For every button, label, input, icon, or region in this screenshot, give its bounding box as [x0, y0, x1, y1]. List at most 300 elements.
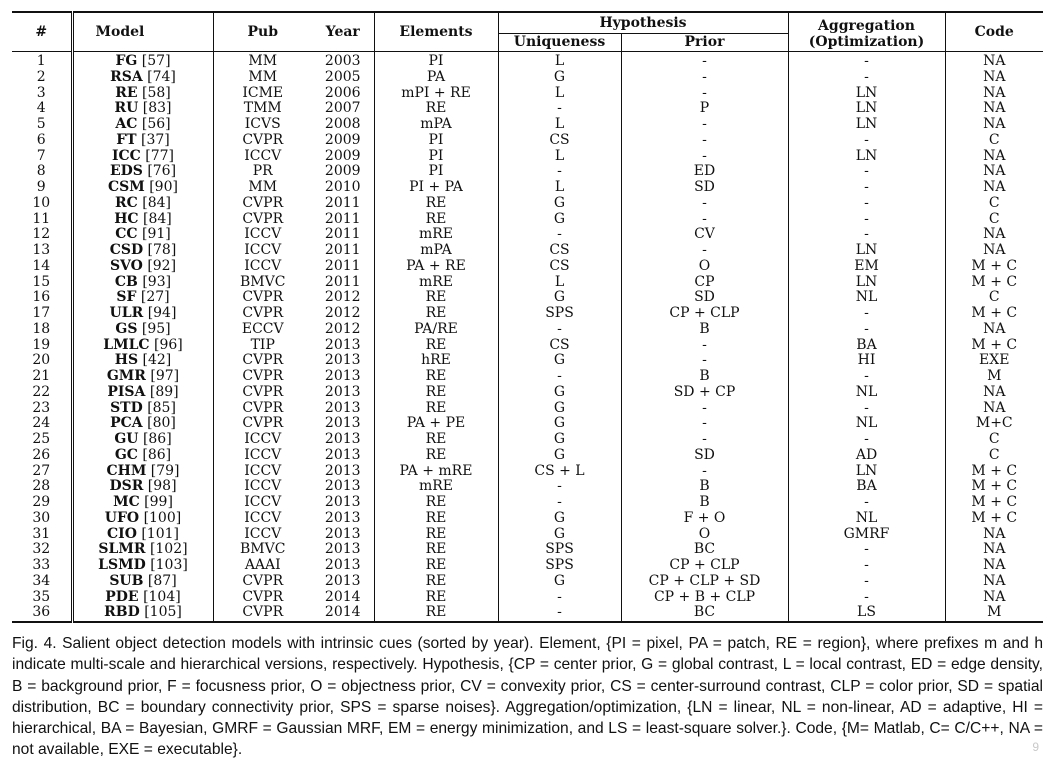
cell-code: M + C — [971, 274, 1018, 290]
table-row — [12, 196, 1043, 212]
model-ref: [103] — [150, 558, 188, 573]
header-hypothesis: Hypothesis — [498, 12, 788, 34]
cell-prior: - — [621, 86, 788, 102]
model-ref: [98] — [147, 479, 177, 495]
cell-year: 2013 — [312, 479, 374, 495]
cell-elements: PA/RE — [374, 322, 498, 338]
cell-uniqueness: - — [498, 495, 621, 511]
cell-num: 11 — [12, 212, 72, 228]
cell-model — [72, 86, 213, 102]
cell-pub: CVPR — [242, 353, 284, 369]
model-ref: [91] — [142, 227, 171, 243]
cell-elements: PA + mRE — [374, 464, 498, 480]
model-name: RC — [115, 195, 138, 211]
cell-model — [72, 133, 213, 149]
cell-num: 3 — [12, 86, 72, 102]
cell-model — [72, 479, 213, 495]
cell-model — [72, 605, 213, 622]
cell-aggregation: - — [788, 401, 945, 417]
model-name: GMR — [106, 369, 146, 384]
cell-prior: - — [621, 401, 788, 417]
cell-num: 28 — [12, 479, 72, 495]
model-name: PCA — [110, 416, 143, 432]
model-ref: [93] — [142, 274, 172, 290]
cell-model — [72, 590, 213, 606]
cell-elements: RE — [374, 558, 498, 574]
table-row — [12, 101, 1043, 117]
models-table — [12, 11, 1043, 623]
cell-year: 2011 — [312, 275, 374, 291]
cell-code: NA — [983, 69, 1006, 85]
cell-year: 2011 — [312, 196, 374, 212]
cell-num: 1 — [12, 52, 72, 70]
cell-year: 2013 — [312, 385, 374, 401]
model-ref: [58] — [142, 85, 171, 101]
cell-code: EXE — [979, 353, 1010, 369]
cell-prior: P — [621, 101, 788, 117]
cell-num: 5 — [12, 117, 72, 133]
model-name: RE — [115, 85, 138, 101]
cell-model — [72, 306, 213, 322]
cell-num: 13 — [12, 243, 72, 259]
model-ref: [104] — [143, 589, 181, 605]
header-elements: Elements — [374, 12, 498, 52]
cell-prior: - — [621, 432, 788, 448]
cell-elements: PA + PE — [374, 416, 498, 432]
cell-model — [72, 511, 213, 527]
cell-num: 20 — [12, 353, 72, 369]
cell-prior: CP — [621, 275, 788, 291]
model-name: CHM — [106, 463, 147, 479]
model-ref: [89] — [149, 384, 179, 400]
cell-num: 30 — [12, 511, 72, 527]
cell-elements: PI — [374, 149, 498, 165]
model-ref: [94] — [147, 306, 177, 321]
table-body — [12, 52, 1043, 623]
table-row — [12, 401, 1043, 417]
cell-elements: mRE — [374, 479, 498, 495]
cell-aggregation: NL — [788, 290, 945, 306]
table-row — [12, 605, 1043, 622]
cell-year: 2012 — [312, 306, 374, 322]
cell-aggregation: - — [788, 70, 945, 86]
cell-prior: - — [621, 70, 788, 86]
cell-num: 27 — [12, 464, 72, 480]
cell-num: 31 — [12, 527, 72, 543]
cell-code: M + C — [971, 479, 1018, 495]
table-row — [12, 353, 1043, 369]
watermark: 9 — [1032, 740, 1039, 754]
cell-elements: RE — [374, 432, 498, 448]
cell-model — [72, 527, 213, 543]
cell-prior: SD — [621, 180, 788, 196]
cell-pub: TMM — [243, 101, 282, 117]
cell-model — [72, 70, 213, 86]
cell-year: 2013 — [312, 511, 374, 527]
cell-elements: RE — [374, 574, 498, 590]
cell-elements: RE — [374, 385, 498, 401]
cell-aggregation: BA — [788, 338, 945, 354]
model-name: RSA — [110, 69, 143, 85]
cell-prior: SD + CP — [621, 385, 788, 401]
cell-year: 2013 — [312, 432, 374, 448]
cell-model — [72, 369, 213, 385]
cell-year: 2006 — [312, 86, 374, 102]
cell-pub: ICCV — [244, 463, 282, 479]
cell-prior: F + O — [621, 511, 788, 527]
model-name: ULR — [109, 306, 144, 321]
cell-uniqueness: CS — [498, 338, 621, 354]
cell-year: 2013 — [312, 527, 374, 543]
cell-num: 33 — [12, 558, 72, 574]
cell-pub: CVPR — [242, 132, 284, 148]
cell-pub: ICCV — [244, 258, 282, 274]
table-row — [12, 180, 1043, 196]
table-row — [12, 464, 1043, 480]
cell-model — [72, 52, 213, 70]
cell-pub: ICCV — [244, 148, 282, 164]
cell-uniqueness: CS — [498, 243, 621, 259]
cell-aggregation: - — [788, 542, 945, 558]
cell-aggregation: AD — [788, 448, 945, 464]
cell-year: 2013 — [312, 464, 374, 480]
cell-prior: BC — [621, 605, 788, 622]
cell-year: 2013 — [312, 495, 374, 511]
cell-num: 2 — [12, 70, 72, 86]
cell-prior: CP + CLP + SD — [621, 574, 788, 590]
model-ref: [97] — [150, 369, 180, 384]
cell-num: 18 — [12, 322, 72, 338]
cell-elements: RE — [374, 338, 498, 354]
cell-uniqueness: L — [498, 86, 621, 102]
cell-aggregation: LN — [788, 243, 945, 259]
cell-code: NA — [983, 85, 1006, 101]
cell-model — [72, 322, 213, 338]
cell-model — [72, 275, 213, 291]
cell-pub: CVPR — [242, 195, 284, 211]
cell-prior: O — [621, 259, 788, 275]
cell-pub: CVPR — [242, 589, 284, 605]
cell-model — [72, 542, 213, 558]
cell-pub: ICCV — [244, 243, 282, 258]
table-row — [12, 290, 1043, 306]
table-row — [12, 479, 1043, 495]
cell-model — [72, 259, 213, 275]
cell-elements: RE — [374, 196, 498, 212]
cell-code: M + C — [971, 337, 1018, 353]
cell-model — [72, 243, 213, 259]
cell-num: 17 — [12, 306, 72, 322]
model-name: HC — [114, 211, 139, 227]
cell-uniqueness: G — [498, 416, 621, 432]
model-name: RU — [114, 101, 139, 117]
cell-model — [72, 227, 213, 243]
cell-aggregation: - — [788, 369, 945, 385]
cell-aggregation: - — [788, 164, 945, 180]
cell-year: 2013 — [312, 542, 374, 558]
cell-code: NA — [983, 243, 1006, 258]
cell-uniqueness: - — [498, 479, 621, 495]
cell-pub: TIP — [250, 337, 275, 353]
cell-uniqueness: SPS — [498, 306, 621, 322]
cell-elements: mRE — [374, 275, 498, 291]
cell-elements: mPA — [374, 117, 498, 133]
cell-model — [72, 290, 213, 306]
cell-num: 8 — [12, 164, 72, 180]
cell-code: NA — [983, 53, 1006, 69]
cell-uniqueness: - — [498, 590, 621, 606]
cell-prior: CP + B + CLP — [621, 590, 788, 606]
cell-prior: - — [621, 117, 788, 133]
cell-year: 2013 — [312, 353, 374, 369]
model-name: DSR — [109, 479, 144, 495]
cell-num: 10 — [12, 196, 72, 212]
cell-code: NA — [983, 400, 1006, 416]
table-row — [12, 558, 1043, 574]
table-row — [12, 369, 1043, 385]
cell-num: 29 — [12, 495, 72, 511]
cell-model — [72, 212, 213, 228]
cell-code: NA — [983, 558, 1006, 573]
cell-uniqueness: L — [498, 117, 621, 133]
model-name: RBD — [104, 605, 140, 621]
model-name: UFO — [104, 510, 140, 526]
cell-pub: MM — [248, 180, 278, 195]
cell-model — [72, 196, 213, 212]
model-ref: [102] — [149, 542, 188, 558]
cell-num: 12 — [12, 227, 72, 243]
cell-prior: - — [621, 243, 788, 259]
cell-aggregation: NL — [788, 511, 945, 527]
table-row — [12, 527, 1043, 543]
cell-prior: - — [621, 338, 788, 354]
cell-pub: CVPR — [242, 400, 284, 416]
cell-num: 4 — [12, 101, 72, 117]
model-name: STD — [110, 400, 143, 416]
cell-code: C — [988, 211, 1000, 227]
cell-uniqueness: G — [498, 448, 621, 464]
model-name: SLMR — [98, 542, 146, 558]
cell-year: 2009 — [312, 133, 374, 149]
cell-elements: mPA — [374, 243, 498, 259]
table-row — [12, 275, 1043, 291]
model-name: FG — [115, 53, 138, 69]
table-row — [12, 149, 1043, 165]
cell-prior: B — [621, 495, 788, 511]
cell-elements: RE — [374, 605, 498, 622]
cell-pub: AAAI — [244, 558, 281, 573]
cell-elements: PA + RE — [374, 259, 498, 275]
cell-aggregation: - — [788, 227, 945, 243]
cell-num: 24 — [12, 416, 72, 432]
cell-uniqueness: L — [498, 149, 621, 165]
cell-uniqueness: L — [498, 180, 621, 196]
cell-prior: - — [621, 353, 788, 369]
model-ref: [105] — [144, 605, 182, 621]
cell-pub: MM — [248, 69, 278, 85]
header-num: # — [12, 12, 72, 52]
cell-code: NA — [983, 148, 1006, 164]
cell-pub: CVPR — [213, 605, 312, 622]
cell-pub: ICCV — [244, 495, 282, 510]
cell-code: NA — [983, 573, 1006, 589]
table-row — [12, 448, 1043, 464]
cell-prior: CP + CLP — [621, 306, 788, 322]
cell-elements: RE — [374, 448, 498, 464]
cell-aggregation: - — [788, 306, 945, 322]
cell-num: 35 — [12, 590, 72, 606]
cell-year: 2009 — [312, 149, 374, 165]
cell-pub: ICCV — [244, 447, 282, 463]
cell-pub: ECCV — [241, 321, 284, 337]
cell-uniqueness: SPS — [498, 542, 621, 558]
cell-pub: ICCV — [244, 479, 282, 495]
cell-prior: BC — [621, 542, 788, 558]
cell-uniqueness: - — [498, 605, 621, 622]
model-ref: [27] — [140, 290, 170, 306]
cell-uniqueness: G — [498, 432, 621, 448]
cell-num: 19 — [12, 338, 72, 354]
model-name: GC — [114, 447, 138, 463]
cell-elements: PA — [374, 70, 498, 86]
model-name: GU — [114, 432, 139, 447]
model-name: FT — [116, 132, 137, 148]
cell-code: M + C — [971, 306, 1018, 321]
table-row — [12, 227, 1043, 243]
cell-year: 2013 — [312, 448, 374, 464]
cell-uniqueness: G — [498, 401, 621, 417]
cell-aggregation: LS — [788, 605, 945, 622]
cell-code: NA — [983, 526, 1006, 542]
model-ref: [96] — [154, 337, 183, 353]
cell-prior: CV — [621, 227, 788, 243]
model-name: CSM — [108, 180, 145, 195]
cell-elements: PI — [374, 52, 498, 70]
model-name: SVO — [109, 258, 143, 274]
cell-model — [72, 432, 213, 448]
cell-pub: BMVC — [240, 274, 286, 290]
cell-elements: RE — [374, 527, 498, 543]
model-ref: [83] — [142, 101, 172, 117]
cell-year: 2005 — [312, 70, 374, 86]
cell-code: M+C — [975, 416, 1013, 432]
model-ref: [90] — [149, 180, 178, 195]
cell-prior: - — [621, 416, 788, 432]
table-row — [12, 117, 1043, 133]
cell-pub: CVPR — [242, 211, 284, 227]
cell-aggregation: - — [788, 212, 945, 228]
paper-figure — [12, 11, 1043, 761]
cell-year: 2013 — [312, 369, 374, 385]
cell-elements: PI — [374, 164, 498, 180]
model-name: LMLC — [103, 337, 150, 353]
cell-pub: ICVS — [244, 117, 281, 132]
figure-caption: Fig. 4. Salient object detection models with intrinsic cues (sorted by year). Element, {PI = pixel, PA = patch, RE = region}, where prefixes m and h indicate multi-scale and hierarchical versions, respectively. Hypothesis, {CP = center prior, G = global contrast, L = local contrast, ED = edge density, B = background prior, F = focusness prior, O = objectness prior, CV = convexity prior, CS = center-surround contrast, CLP = color prior, SD = spatial distribution, BC = boundary connectivity prior, SPS = sparse noises}. Aggregation/optimization, {LN = linear, NL = non-linear, AD = adaptive, HI = hierarchical, BA = Bayesian, GMRF = Gaussian MRF, EM = energy minimization, and LS = least-square solver.}. Code, {M= Matlab, C= C/C++, NA = not available, EXE = executable}. — [12, 635, 1043, 759]
cell-code: NA — [983, 180, 1006, 195]
cell-prior: B — [621, 479, 788, 495]
cell-year: 2012 — [312, 322, 374, 338]
cell-pub: ICME — [242, 85, 284, 101]
cell-uniqueness: G — [498, 353, 621, 369]
cell-aggregation: - — [788, 133, 945, 149]
table-row — [12, 243, 1043, 259]
cell-elements: mPI + RE — [374, 86, 498, 102]
cell-year: 2011 — [312, 227, 374, 243]
cell-code: NA — [983, 384, 1006, 400]
model-ref: [80] — [147, 416, 176, 432]
model-ref: [84] — [142, 195, 171, 211]
model-name: CIO — [107, 526, 137, 542]
header-code: Code — [945, 12, 1043, 52]
model-name: SF — [116, 290, 137, 306]
cell-code: C — [988, 290, 1000, 306]
cell-elements: PI — [374, 133, 498, 149]
cell-num: 21 — [12, 369, 72, 385]
cell-uniqueness: G — [498, 385, 621, 401]
model-name: PDE — [105, 589, 139, 605]
model-name: ICC — [111, 148, 141, 164]
cell-aggregation: NL — [788, 416, 945, 432]
model-ref: [79] — [150, 463, 180, 479]
header-optimization: (Optimization) — [788, 34, 945, 52]
cell-num: 34 — [12, 574, 72, 590]
cell-aggregation: - — [788, 322, 945, 338]
cell-code: C — [988, 195, 1000, 211]
cell-model — [72, 117, 213, 133]
cell-pub: BMVC — [240, 542, 286, 558]
cell-model — [72, 401, 213, 417]
cell-year: 2013 — [312, 401, 374, 417]
cell-year: 2007 — [312, 101, 374, 117]
header-uniqueness: Uniqueness — [498, 34, 621, 52]
cell-model — [72, 464, 213, 480]
table-row — [12, 70, 1043, 86]
model-name: SUB — [109, 573, 144, 589]
cell-uniqueness: CS — [498, 259, 621, 275]
cell-uniqueness: L — [498, 275, 621, 291]
cell-uniqueness: G — [498, 196, 621, 212]
cell-elements: RE — [374, 511, 498, 527]
cell-year: 2012 — [312, 290, 374, 306]
cell-aggregation: - — [788, 590, 945, 606]
cell-pub: CVPR — [242, 369, 284, 384]
cell-model — [72, 416, 213, 432]
cell-aggregation: NL — [788, 385, 945, 401]
table-row — [12, 164, 1043, 180]
cell-elements: RE — [374, 495, 498, 511]
table-row — [12, 86, 1043, 102]
model-name: CB — [114, 274, 138, 290]
cell-year: 2008 — [312, 117, 374, 133]
model-name: CC — [115, 227, 138, 243]
cell-year: 2011 — [312, 259, 374, 275]
model-ref: [95] — [141, 321, 171, 337]
cell-code: NA — [983, 542, 1006, 558]
model-ref: [101] — [141, 526, 179, 542]
model-ref: [74] — [147, 69, 176, 85]
cell-aggregation: - — [788, 432, 945, 448]
cell-aggregation: - — [788, 495, 945, 511]
cell-code: NA — [983, 117, 1006, 132]
cell-prior: - — [621, 52, 788, 70]
cell-pub: ICCV — [244, 432, 282, 447]
cell-code: NA — [983, 227, 1006, 243]
cell-aggregation: LN — [788, 464, 945, 480]
cell-year: 2013 — [312, 338, 374, 354]
cell-num: 9 — [12, 180, 72, 196]
model-ref: [86] — [142, 447, 172, 463]
cell-model — [72, 164, 213, 180]
